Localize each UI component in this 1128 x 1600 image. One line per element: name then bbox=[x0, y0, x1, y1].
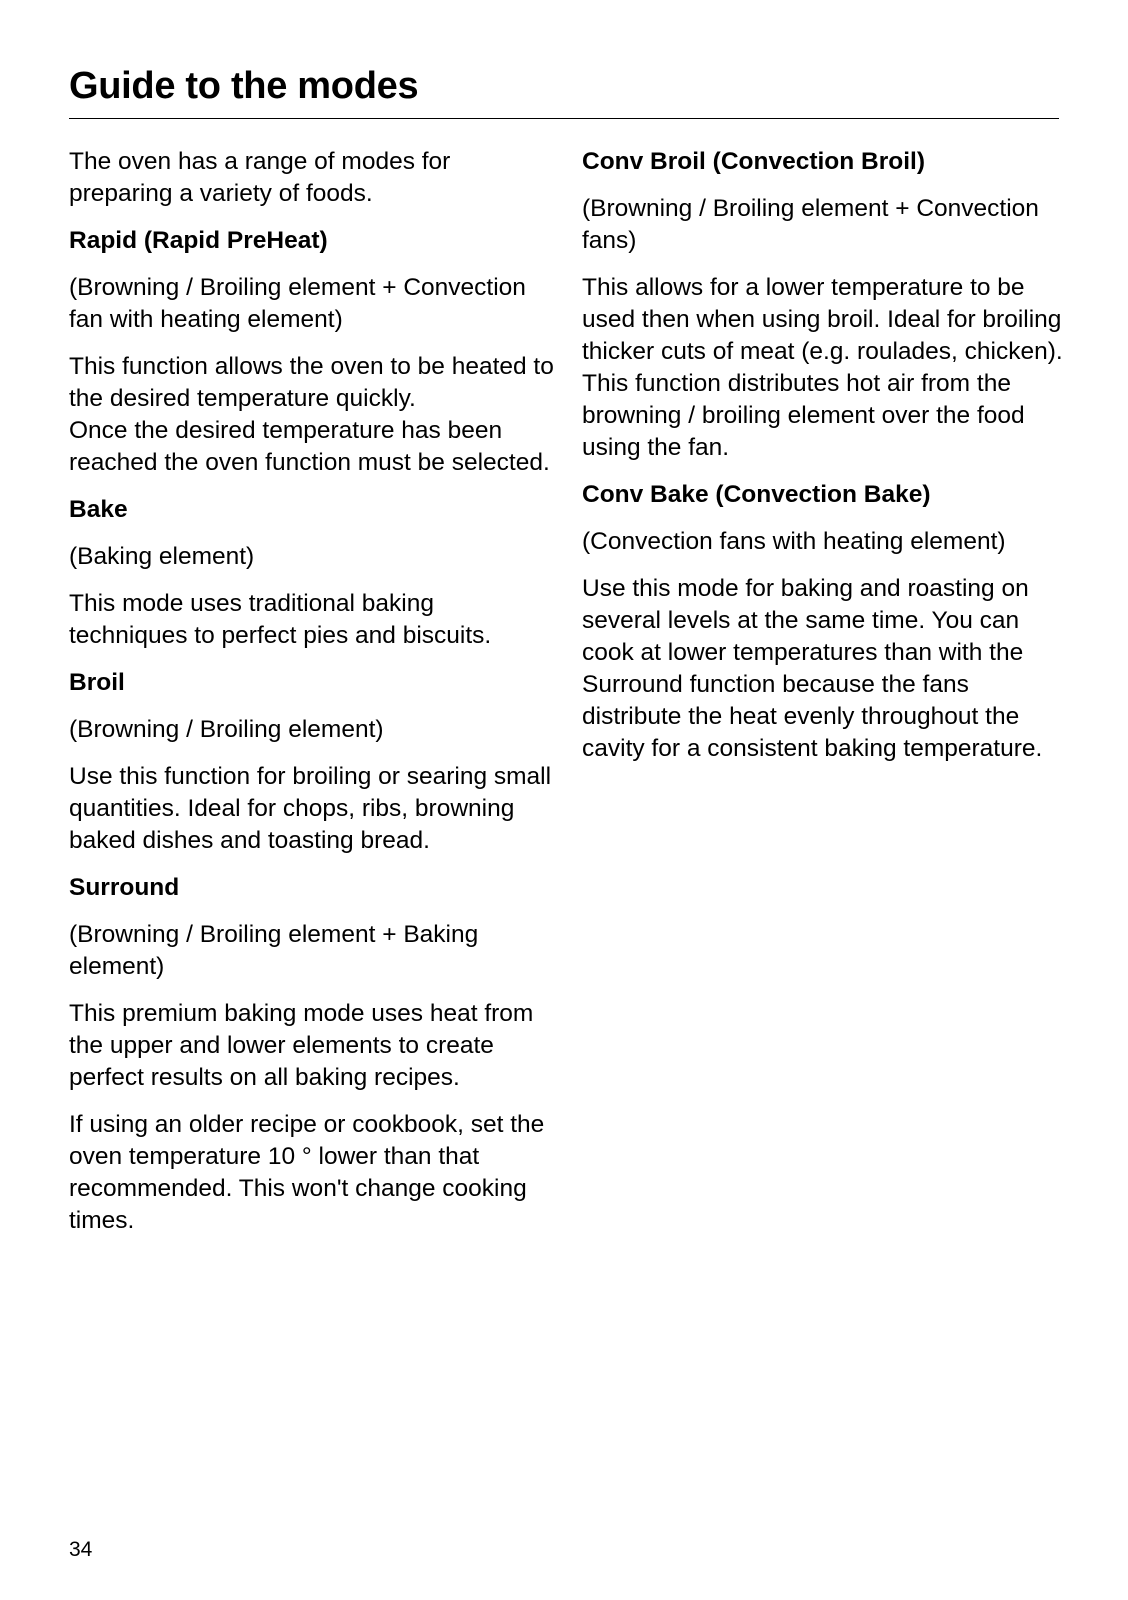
rapid-description-continued: Once the desired temperature has been reached the oven function must be selected. bbox=[69, 417, 550, 476]
broil-heading: Broil bbox=[69, 669, 125, 696]
rapid-description: This function allows the oven to be heated to the desired temperature quickly. bbox=[69, 353, 554, 412]
conv-broil-description: This allows for a lower temperature to be used then when using broil. Ideal for broiling thicker cuts of meat (e.g. roulades, chicken). This function distributes hot air from the browning / broiling element over the food using the fan. bbox=[582, 274, 1063, 461]
intro-text: The oven has a range of modes for preparing a variety of foods. bbox=[69, 148, 451, 207]
conv-bake-elements: (Convection fans with heating element) bbox=[582, 528, 1006, 555]
surround-heading: Surround bbox=[69, 874, 180, 901]
conv-broil-elements: (Browning / Broiling element + Convection fans) bbox=[582, 195, 1039, 254]
bake-heading: Bake bbox=[69, 496, 128, 523]
rapid-elements: (Browning / Broiling element + Convection fan with heating element) bbox=[69, 274, 526, 333]
page-title: Guide to the modes bbox=[69, 65, 419, 107]
broil-elements: (Browning / Broiling element) bbox=[69, 716, 384, 743]
page-number: 34 bbox=[69, 1538, 93, 1561]
title-divider bbox=[69, 118, 1059, 119]
conv-bake-heading: Conv Bake (Convection Bake) bbox=[582, 481, 931, 508]
right-column bbox=[582, 146, 1068, 780]
surround-note: If using an older recipe or cookbook, set the oven temperature 10 ° lower than that recommended. This won't change cooking times. bbox=[69, 1111, 545, 1234]
surround-description: This premium baking mode uses heat from the upper and lower elements to create perfect results on all baking recipes. bbox=[69, 1000, 534, 1091]
rapid-heading: Rapid (Rapid PreHeat) bbox=[69, 227, 328, 254]
bake-description: This mode uses traditional baking techniques to perfect pies and biscuits. bbox=[69, 590, 492, 649]
broil-description: Use this function for broiling or searing small quantities. Ideal for chops, ribs, browning baked dishes and toasting bread. bbox=[69, 763, 552, 854]
conv-bake-description: Use this mode for baking and roasting on several levels at the same time. You can cook at lower temperatures than with the Surround function because the fans distribute the heat evenly throughout the cavity for a consistent baking temperature. bbox=[582, 575, 1043, 762]
conv-broil-heading: Conv Broil (Convection Broil) bbox=[582, 148, 925, 175]
surround-elements: (Browning / Broiling element + Baking element) bbox=[69, 921, 479, 980]
bake-elements: (Baking element) bbox=[69, 543, 255, 570]
left-column bbox=[69, 146, 559, 1252]
